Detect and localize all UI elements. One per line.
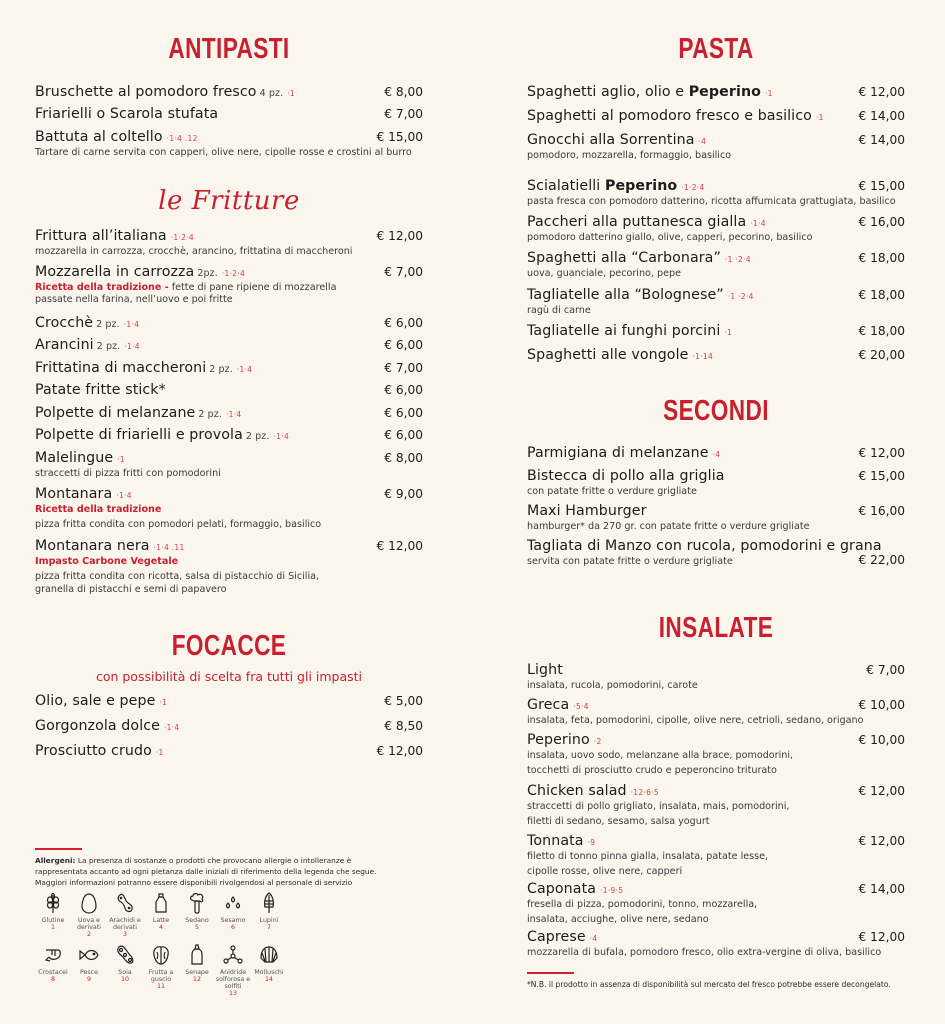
item-description: granella di pistacchi e semi di papavero bbox=[35, 584, 227, 595]
soy-icon bbox=[115, 944, 135, 966]
menu-item bbox=[527, 287, 905, 318]
item-price: € 12,00 bbox=[858, 85, 905, 99]
item-name: Tagliatelle ai funghi porcini bbox=[527, 323, 721, 339]
item-name: Malelingue bbox=[35, 450, 114, 466]
menu-item bbox=[35, 264, 423, 307]
item-price: € 15,00 bbox=[858, 469, 905, 483]
allergen-codes: ·2 bbox=[593, 737, 602, 746]
item-price: € 12,00 bbox=[376, 744, 423, 758]
menu-item bbox=[527, 108, 905, 124]
shrimp-icon bbox=[43, 944, 63, 966]
item-description: straccetti di pollo grigliato, insalata, mais, pomodorini, bbox=[527, 801, 790, 812]
item-name: Polpette di melanzane bbox=[35, 405, 196, 421]
item-name-bold: Peperino bbox=[688, 84, 761, 100]
menu-item bbox=[527, 538, 905, 569]
allergen-number: 13 bbox=[228, 990, 237, 997]
item-description: fresella di pizza, pomodorini, tonno, mozzarella, bbox=[527, 899, 758, 910]
item-description: mozzarella di bufala, pomodoro fresco, olio extra-vergine di oliva, basilico bbox=[527, 947, 882, 958]
allergen-number: 9 bbox=[86, 976, 91, 983]
item-qty: 2 pz. bbox=[96, 319, 120, 330]
item-price: € 8,00 bbox=[384, 85, 423, 99]
allergen-name: Crostacei bbox=[38, 969, 68, 976]
allergen-codes: ·1 bbox=[287, 89, 295, 98]
item-name: Gnocchi alla Sorrentina bbox=[527, 132, 695, 148]
item-price: € 7,00 bbox=[384, 107, 423, 121]
menu-item bbox=[527, 732, 905, 778]
item-name: Bruschette al pomodoro fresco bbox=[35, 84, 257, 100]
item-price: € 6,00 bbox=[384, 428, 423, 442]
item-description: insalata, rucola, pomodorini, carote bbox=[527, 680, 698, 691]
allergen-codes: ·1·4 bbox=[236, 365, 253, 374]
item-description: pomodoro datterino giallo, olive, capperi, pecorino, basilico bbox=[527, 232, 813, 243]
allergen-codes: ·4 bbox=[712, 450, 721, 459]
item-name: Spaghetti al pomodoro fresco e basilico bbox=[527, 108, 812, 124]
item-price: € 5,00 bbox=[384, 694, 423, 708]
allergen-codes: ·1·4 bbox=[163, 723, 180, 732]
item-price: € 12,00 bbox=[376, 539, 423, 553]
item-price: € 12,00 bbox=[858, 446, 905, 460]
section-title-insalate: INSALATE bbox=[658, 612, 774, 644]
item-price: € 10,00 bbox=[858, 733, 905, 747]
section-subtitle: con possibilità di scelta fra tutti gli impasti bbox=[95, 669, 363, 684]
menu-item bbox=[527, 833, 905, 879]
item-price: € 6,00 bbox=[384, 316, 423, 330]
item-description: mozzarella in carrozza, crocchè, arancino, frittatina di maccheroni bbox=[35, 246, 353, 257]
item-name: Frittatina di maccheroni bbox=[35, 360, 207, 376]
section-title-focacce: FOCACCE bbox=[171, 630, 287, 662]
item-qty: 2pz. bbox=[197, 268, 218, 279]
allergen-name: Lupini bbox=[259, 917, 279, 924]
item-name: Tonnata bbox=[527, 833, 584, 849]
allergen-codes: ·1·4 .11 bbox=[153, 543, 185, 552]
item-name: Light bbox=[527, 662, 563, 678]
item-name: Gorgonzola dolce bbox=[35, 718, 160, 734]
menu-item bbox=[35, 405, 423, 421]
item-price: € 7,00 bbox=[384, 361, 423, 375]
item-name: Greca bbox=[527, 697, 570, 713]
item-price: € 6,00 bbox=[384, 338, 423, 352]
item-name: Peperino bbox=[527, 732, 590, 748]
item-price: € 16,00 bbox=[858, 504, 905, 518]
menu-item bbox=[527, 132, 905, 163]
allergen-number: 7 bbox=[266, 924, 271, 931]
menu-item bbox=[527, 697, 905, 728]
item-name: Battuta al coltello bbox=[35, 129, 163, 145]
menu-item bbox=[527, 503, 905, 534]
menu-item bbox=[35, 360, 423, 376]
item-description: ragù di carne bbox=[527, 305, 591, 316]
item-description: tocchetti di prosciutto crudo e peperoncino triturato bbox=[527, 765, 777, 776]
item-price: € 14,00 bbox=[858, 109, 905, 123]
item-price: € 14,00 bbox=[858, 133, 905, 147]
allergen-number: 2 bbox=[86, 931, 91, 938]
allergen-name: Pesce bbox=[79, 969, 99, 976]
allergen-name: Anidride solforosa e solfiti bbox=[215, 969, 251, 990]
allergen-name: Senape bbox=[185, 969, 209, 976]
allergen-codes: ·1 bbox=[724, 328, 733, 337]
item-description: cipolle rosse, olive nere, capperi bbox=[527, 866, 683, 877]
item-qty: 2 pz. bbox=[245, 431, 270, 442]
allergen-codes: ·1·4 bbox=[124, 342, 140, 351]
item-name: Spaghetti aglio, olio e bbox=[527, 84, 689, 100]
nut-icon bbox=[151, 944, 171, 966]
allergen-name: Soia bbox=[118, 969, 132, 976]
allergen-codes: ·5·4 bbox=[573, 702, 589, 711]
item-name: Montanara bbox=[35, 486, 113, 502]
egg-icon bbox=[79, 892, 99, 914]
allergen-name: Glutine bbox=[41, 917, 65, 924]
menu-item bbox=[527, 323, 905, 339]
wheat-icon bbox=[43, 892, 63, 914]
menu-item bbox=[527, 468, 905, 499]
item-price: € 14,00 bbox=[858, 882, 905, 896]
divider bbox=[35, 848, 82, 850]
item-description: Tartare di carne servita con capperi, olive nere, cipolle rosse e crostini al burro bbox=[35, 147, 412, 158]
item-tag: Impasto Carbone Vegetale bbox=[35, 556, 179, 567]
item-name: Paccheri alla puttanesca gialla bbox=[527, 214, 747, 230]
item-price: € 16,00 bbox=[858, 215, 905, 229]
footnote: *N.B. il prodotto in assenza di disponibilità sul mercato del fresco potrebbe essere decongelato. bbox=[527, 980, 891, 989]
item-name: Arancini bbox=[35, 337, 94, 353]
allergen-lupini bbox=[251, 892, 287, 938]
item-name: Polpette di friarielli e provola bbox=[35, 427, 243, 443]
item-name: Crocchè bbox=[35, 315, 94, 331]
allergen-codes: ·1·9·5 bbox=[600, 886, 624, 895]
item-price: € 20,00 bbox=[858, 348, 905, 362]
menu-item bbox=[35, 427, 423, 443]
allergen-sedano bbox=[179, 892, 215, 938]
item-price: € 7,00 bbox=[866, 663, 905, 677]
item-qty: 2 pz. bbox=[209, 364, 233, 375]
menu-item bbox=[35, 84, 423, 100]
item-description: filetti di sedano, sesamo, salsa yogurt bbox=[527, 816, 710, 827]
allergen-number: 3 bbox=[122, 931, 127, 938]
allergen-codes: ·1·4 bbox=[116, 491, 132, 500]
allergen-codes: ·1·14 bbox=[692, 352, 714, 361]
item-price: € 22,00 bbox=[858, 553, 905, 567]
item-description: insalata, acciughe, olive nere, sedano bbox=[527, 914, 709, 925]
item-price: € 12,00 bbox=[858, 930, 905, 944]
menu-item bbox=[35, 486, 423, 532]
allergen-codes: ·1 ·2·4 bbox=[727, 292, 754, 301]
item-description: passate nella farina, nell’uovo e poi fritte bbox=[35, 294, 233, 305]
allergen-name: Sesamo bbox=[220, 917, 246, 924]
menu-item bbox=[35, 743, 423, 759]
item-price: € 8,00 bbox=[384, 451, 423, 465]
mustard-icon bbox=[187, 944, 207, 966]
item-description: insalata, feta, pomodorini, cipolle, olive nere, cetrioli, sedano, origano bbox=[527, 715, 864, 726]
allergen-pesce bbox=[71, 944, 107, 997]
item-qty: 2 pz. bbox=[198, 409, 222, 420]
item-description: hamburger* da 270 gr. con patate fritte o verdure grigliate bbox=[527, 521, 810, 532]
item-name: Patate fritte stick* bbox=[35, 382, 166, 398]
item-name: Mozzarella in carrozza bbox=[35, 264, 195, 280]
menu-item bbox=[35, 538, 423, 597]
allergen-number: 14 bbox=[264, 976, 273, 983]
item-name: Caponata bbox=[527, 881, 597, 897]
allergen-codes: ·9 bbox=[587, 838, 596, 847]
item-name: Tagliatelle alla “Bolognese” bbox=[527, 287, 724, 303]
item-name: Friarielli o Scarola stufata bbox=[35, 106, 219, 122]
item-price: € 18,00 bbox=[858, 324, 905, 338]
menu-item bbox=[527, 250, 905, 281]
allergen-number: 12 bbox=[192, 976, 201, 983]
allergen-name: Frutta a guscio bbox=[148, 969, 174, 983]
allergen-name: Arachidi e derivati bbox=[109, 917, 141, 931]
item-price: € 7,00 bbox=[384, 265, 423, 279]
menu-item bbox=[35, 382, 423, 398]
menu-item bbox=[35, 693, 423, 709]
allergen-codes: ·1·4 bbox=[225, 410, 242, 419]
item-name: Caprese bbox=[527, 929, 586, 945]
item-name: Chicken salad bbox=[527, 783, 627, 799]
allergen-codes: ·1·2·4 bbox=[170, 233, 194, 242]
allergen-grid bbox=[35, 892, 295, 997]
allergen-codes: ·4 bbox=[589, 934, 598, 943]
item-name: Olio, sale e pepe bbox=[35, 693, 156, 709]
section-title-pasta: PASTA bbox=[678, 33, 754, 65]
item-name: Spaghetti alla “Carbonara” bbox=[527, 250, 721, 266]
menu-item bbox=[35, 228, 423, 259]
item-name: Frittura all’italiana bbox=[35, 228, 167, 244]
menu-item bbox=[527, 214, 905, 245]
item-price: € 10,00 bbox=[858, 698, 905, 712]
shell-icon bbox=[259, 944, 279, 966]
item-description: insalata, uovo sodo, melanzane alla brace, pomodorini, bbox=[527, 750, 794, 761]
menu-item bbox=[527, 178, 905, 209]
item-name: Scialatielli bbox=[527, 178, 605, 194]
allergen-number: 6 bbox=[230, 924, 235, 931]
menu-item bbox=[527, 445, 905, 461]
item-price: € 12,00 bbox=[858, 834, 905, 848]
allergen-name: Molluschi bbox=[254, 969, 284, 976]
item-name: Maxi Hamburger bbox=[527, 503, 647, 519]
item-price: € 18,00 bbox=[858, 251, 905, 265]
item-price: € 15,00 bbox=[858, 179, 905, 193]
item-description: pizza fritta condita con pomodori pelati, formaggio, basilico bbox=[35, 519, 322, 530]
allergen-codes: ·1 bbox=[159, 698, 168, 707]
item-description: filetto di tonno pinna gialla, insalata, patate lesse, bbox=[527, 851, 769, 862]
allergen-legend-text bbox=[35, 855, 395, 888]
menu-item bbox=[527, 881, 905, 927]
allergen-frutta-guscio bbox=[143, 944, 179, 997]
item-name: Parmigiana di melanzane bbox=[527, 445, 709, 461]
sesame-icon bbox=[223, 892, 243, 914]
allergen-codes: ·1·4 bbox=[123, 320, 140, 329]
item-qty: 2 pz. bbox=[96, 341, 121, 352]
allergen-codes: ·12·6·5 bbox=[630, 788, 659, 797]
item-qty: 4 pz. bbox=[259, 88, 284, 99]
lupin-icon bbox=[259, 892, 279, 914]
menu-item bbox=[35, 315, 423, 331]
allergen-codes: ·1·2·4 bbox=[221, 269, 246, 278]
allergen-arachidi bbox=[107, 892, 143, 938]
allergen-number: 10 bbox=[120, 976, 129, 983]
item-price: € 9,00 bbox=[384, 487, 423, 501]
item-description: pomodoro, mozzarella, formaggio, basilico bbox=[527, 150, 732, 161]
item-name: Montanara nera bbox=[35, 538, 150, 554]
item-name-bold: Peperino bbox=[604, 178, 678, 194]
item-price: € 6,00 bbox=[384, 406, 423, 420]
item-tag: Ricetta della tradizione bbox=[35, 504, 162, 515]
milk-icon bbox=[151, 892, 171, 914]
item-price: € 8,50 bbox=[384, 719, 423, 733]
allergen-glutine bbox=[35, 892, 71, 938]
item-description: straccetti di pizza fritti con pomodorini bbox=[35, 468, 221, 479]
menu-item bbox=[35, 450, 423, 481]
item-name: Prosciutto crudo bbox=[35, 743, 152, 759]
allergen-uova bbox=[71, 892, 107, 938]
menu-item bbox=[35, 106, 423, 122]
item-tag: Ricetta della tradizione - bbox=[35, 282, 169, 293]
allergen-codes: ·1·4 bbox=[750, 219, 766, 228]
allergen-codes: ·4 bbox=[698, 137, 707, 146]
allergen-codes: ·1·2·4 bbox=[681, 183, 705, 192]
menu-item bbox=[527, 662, 905, 693]
menu-item bbox=[527, 347, 905, 363]
item-description: fette di pane ripiene di mozzarella bbox=[171, 282, 337, 293]
allergen-codes: ·1 bbox=[155, 748, 164, 757]
item-description: pizza fritta condita con ricotta, salsa di pistacchio di Sicilia, bbox=[35, 571, 320, 582]
celery-icon bbox=[187, 892, 207, 914]
allergen-sesamo bbox=[215, 892, 251, 938]
menu-item bbox=[35, 337, 423, 353]
allergen-codes: ·1 ·2·4 bbox=[724, 255, 751, 264]
allergen-soia bbox=[107, 944, 143, 997]
allergen-codes: ·1·4 .12 bbox=[166, 134, 198, 143]
item-name: Tagliata di Manzo con rucola, pomodorini e grana bbox=[527, 538, 882, 554]
menu-item bbox=[527, 783, 905, 829]
allergen-number: 5 bbox=[194, 924, 199, 931]
item-description: con patate fritte o verdure grigliate bbox=[527, 486, 697, 497]
allergen-senape bbox=[179, 944, 215, 997]
allergen-codes: ·1 bbox=[765, 89, 773, 98]
allergen-latte bbox=[143, 892, 179, 938]
allergen-number: 8 bbox=[50, 976, 55, 983]
item-name: Spaghetti alle vongole bbox=[527, 347, 689, 363]
menu-item bbox=[35, 718, 423, 734]
section-title-antipasti: ANTIPASTI bbox=[168, 33, 290, 65]
item-description: servita con patate fritte o verdure grigliate bbox=[527, 556, 733, 567]
menu-item bbox=[527, 929, 905, 960]
item-price: € 12,00 bbox=[376, 229, 423, 243]
allergen-description: La presenza di sostanze o prodotti che provocano allergie o intolleranze è rappresentata accanto ad ogni pietanza dalle iniziali di riferimento della legenda che segue. Maggiori informazioni potranno essere disponibili rivolgendosi al personale di servizio bbox=[35, 856, 377, 887]
allergen-codes: ·1 bbox=[815, 113, 824, 122]
peanut-icon bbox=[115, 892, 135, 914]
allergen-solfiti bbox=[215, 944, 251, 997]
item-price: € 15,00 bbox=[376, 130, 423, 144]
item-name: Bistecca di pollo alla griglia bbox=[527, 468, 725, 484]
item-price: € 12,00 bbox=[858, 784, 905, 798]
sulphite-icon bbox=[223, 944, 243, 966]
allergen-codes: ·1·4 bbox=[273, 432, 290, 441]
allergen-crostacei bbox=[35, 944, 71, 997]
allergen-name: Sedano bbox=[185, 917, 209, 924]
allergen-name: Uova e derivati bbox=[76, 917, 101, 931]
allergen-number: 4 bbox=[158, 924, 163, 931]
allergen-name: Latte bbox=[152, 917, 170, 924]
menu-item bbox=[35, 129, 423, 160]
item-description: uova, guanciale, pecorino, pepe bbox=[527, 268, 682, 279]
item-price: € 18,00 bbox=[858, 288, 905, 302]
allergen-molluschi bbox=[251, 944, 287, 997]
divider bbox=[527, 972, 574, 974]
allergen-number: 1 bbox=[50, 924, 55, 931]
allergen-codes: ·1 bbox=[117, 455, 125, 464]
fish-icon bbox=[79, 944, 99, 966]
item-description: pasta fresca con pomodoro datterino, ricotta affumicata grattugiata, basilico bbox=[527, 196, 896, 207]
section-title-fritture: le Fritture bbox=[158, 186, 300, 216]
section-title-secondi: SECONDI bbox=[663, 395, 769, 427]
allergen-number: 11 bbox=[156, 983, 165, 990]
item-price: € 6,00 bbox=[384, 383, 423, 397]
menu-item bbox=[527, 84, 905, 100]
allergen-label: Allergeni: bbox=[35, 856, 76, 865]
